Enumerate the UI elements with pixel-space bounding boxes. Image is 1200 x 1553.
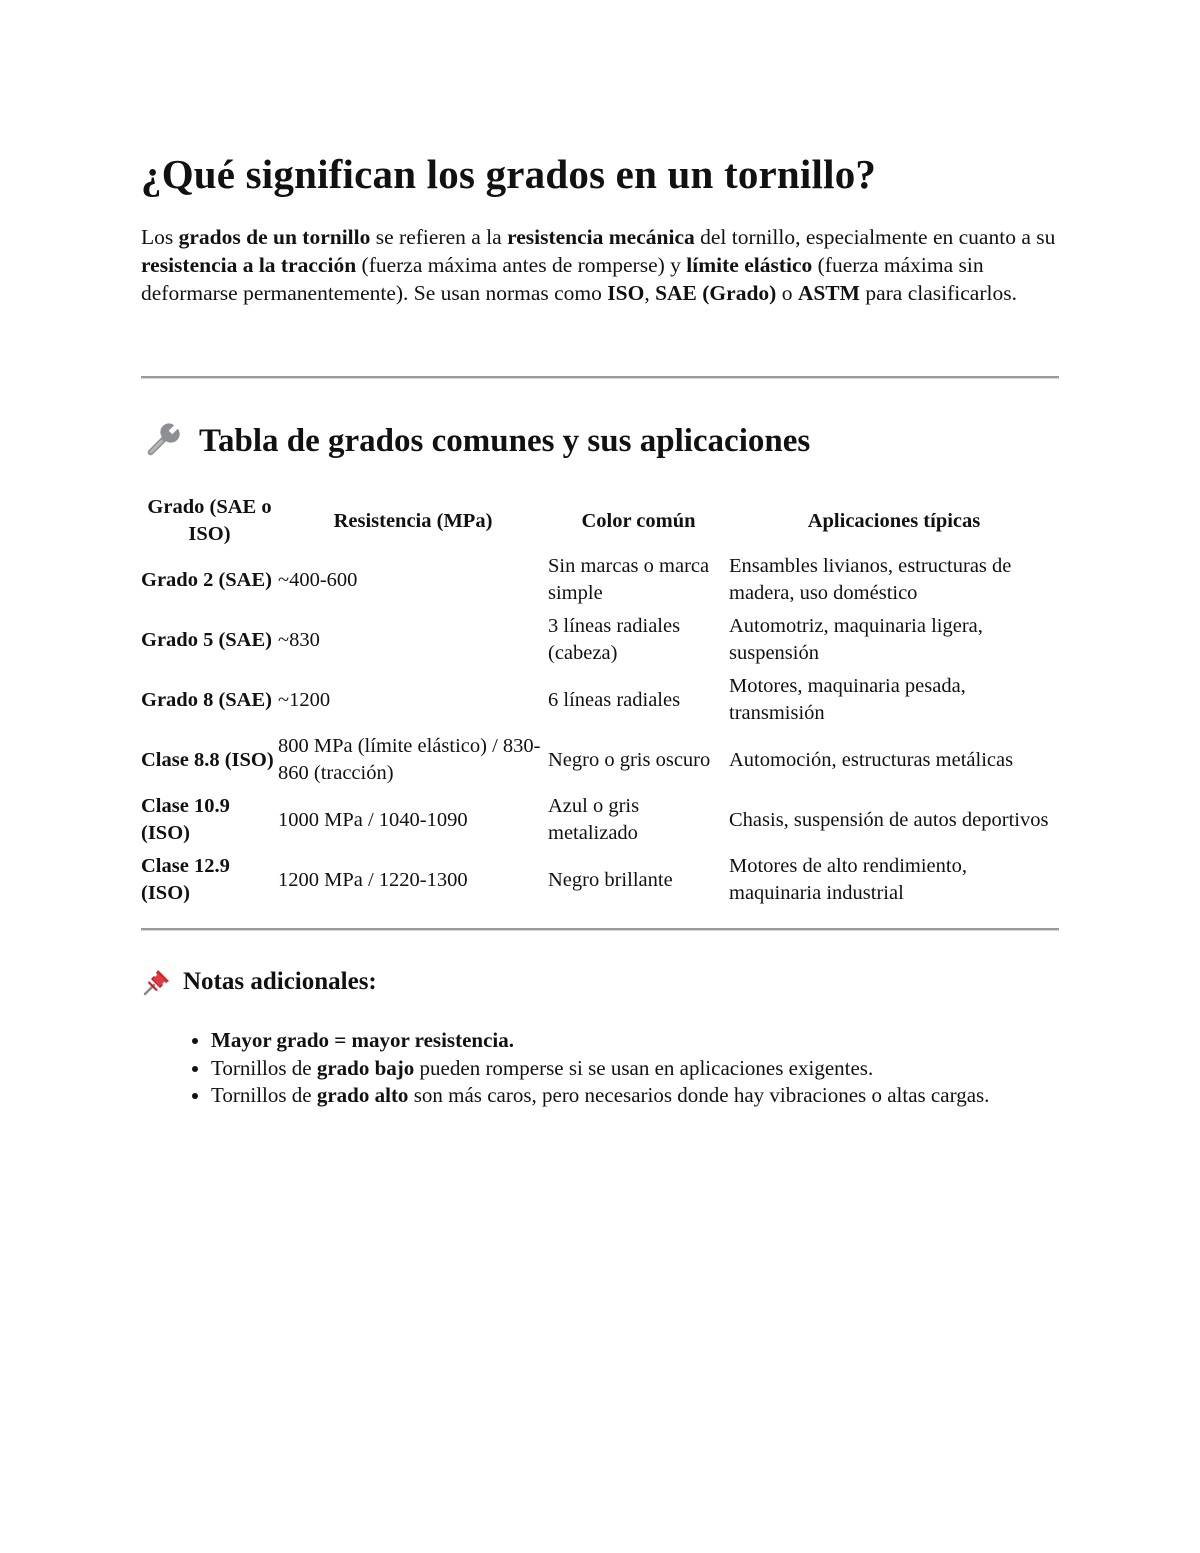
strength-cell: 800 MPa (límite elástico) / 830-860 (tracción) xyxy=(278,735,541,784)
list-item: • Tornillos de grado alto son más caros, pero necesarios donde hay vibraciones o altas cargas. xyxy=(211,1082,1041,1110)
notes-title: Notas adicionales: xyxy=(183,968,377,995)
column-header-grade: Grado (SAE o ISO) xyxy=(147,496,272,545)
notes-list xyxy=(141,1027,1041,1110)
table-row xyxy=(141,730,1059,790)
table-row xyxy=(141,550,1059,610)
table-row xyxy=(141,670,1059,730)
table-header-row xyxy=(141,492,1059,550)
pushpin-icon xyxy=(141,966,173,998)
color-cell: Negro brillante xyxy=(548,868,673,891)
grade-cell: Grado 2 (SAE) xyxy=(141,568,272,591)
notes-heading xyxy=(141,966,377,998)
strength-cell: 1200 MPa / 1220-1300 xyxy=(278,868,468,891)
strength-cell: ~1200 xyxy=(278,688,331,711)
color-cell: Negro o gris oscuro xyxy=(548,748,711,771)
grade-cell: Clase 12.9 (ISO) xyxy=(141,855,230,904)
table-section-heading xyxy=(141,420,810,462)
strength-cell: ~400-600 xyxy=(278,568,358,591)
table-section-title: Tabla de grados comunes y sus aplicaciones xyxy=(199,422,811,459)
horizontal-divider xyxy=(141,928,1059,931)
table-row xyxy=(141,850,1059,910)
color-cell: Azul o gris metalizado xyxy=(548,795,640,844)
applications-cell: Automotriz, maquinaria ligera, suspensión xyxy=(729,615,983,664)
color-cell: Sin marcas o marca simple xyxy=(548,555,710,604)
column-header-color: Color común xyxy=(581,509,696,532)
table-row xyxy=(141,610,1059,670)
color-cell: 3 líneas radiales (cabeza) xyxy=(548,615,681,664)
list-item: • Tornillos de grado bajo pueden romperse si se usan en aplicaciones exigentes. xyxy=(211,1055,1041,1083)
grade-cell: Clase 10.9 (ISO) xyxy=(141,795,230,844)
column-header-strength: Resistencia (MPa) xyxy=(333,509,493,532)
wrench-icon xyxy=(141,420,183,462)
applications-cell: Automoción, estructuras metálicas xyxy=(729,748,1014,771)
grade-cell: Clase 8.8 (ISO) xyxy=(141,748,274,771)
grades-table xyxy=(141,492,1059,910)
color-cell: 6 líneas radiales xyxy=(548,688,681,711)
applications-cell: Motores de alto rendimiento, maquinaria industrial xyxy=(729,855,967,904)
list-item: • Mayor grado = mayor resistencia. xyxy=(211,1027,1041,1055)
strength-cell: ~830 xyxy=(278,628,320,651)
grade-cell: Grado 5 (SAE) xyxy=(141,628,272,651)
grade-cell: Grado 8 (SAE) xyxy=(141,688,272,711)
page-title: ¿Qué significan los grados en un tornillo? xyxy=(141,151,877,197)
intro-paragraph: Los grados de un tornillo se refieren a la resistencia mecánica del tornillo, especialmente en cuanto a su resistencia a la tracción (fuerza máxima antes de romperse) y límite elástico (fuerza máxima sin deformarse permanentemente). Se usan normas como ISO, SAE (Grado) o ASTM para clasificarlos. xyxy=(141,225,1056,305)
strength-cell: 1000 MPa / 1040-1090 xyxy=(278,808,468,831)
applications-cell: Ensambles livianos, estructuras de madera, uso doméstico xyxy=(729,555,1012,604)
applications-cell: Motores, maquinaria pesada, transmisión xyxy=(729,675,966,724)
applications-cell: Chasis, suspensión de autos deportivos xyxy=(729,808,1049,831)
horizontal-divider xyxy=(141,376,1059,379)
table-row xyxy=(141,790,1059,850)
column-header-applications: Aplicaciones típicas xyxy=(807,509,981,532)
